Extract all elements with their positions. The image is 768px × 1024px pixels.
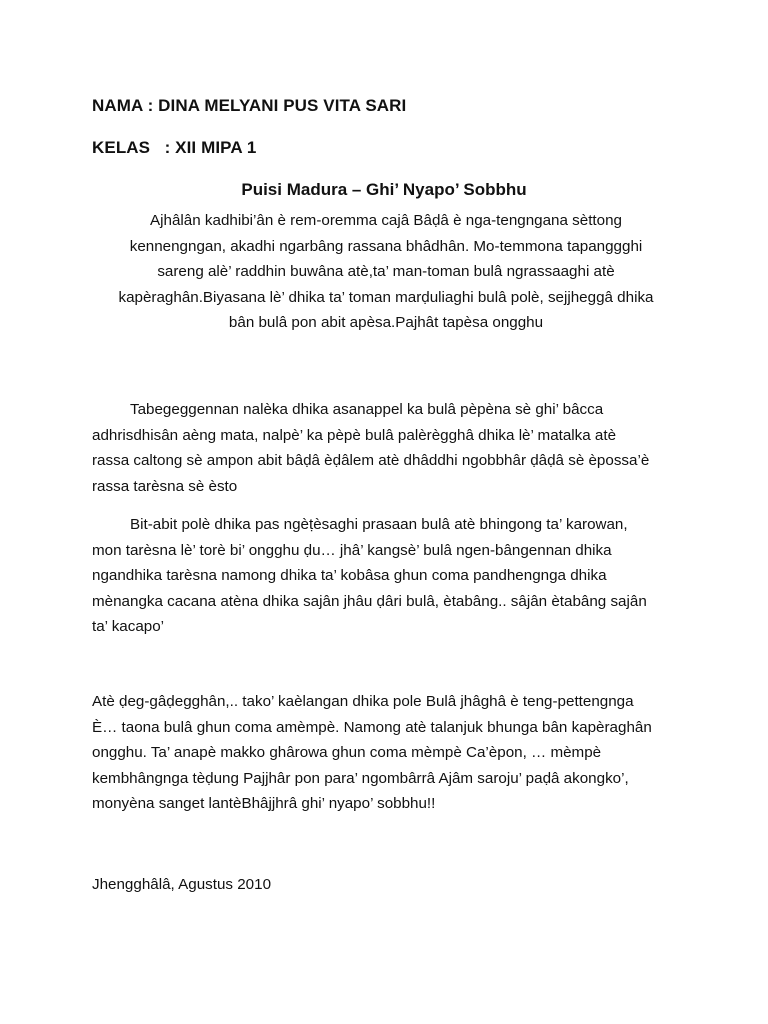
paragraph-line: adhrisdhisân aèng mata, nalpè’ ka pèpè bulâ palèrègghâ dhika lè’ matalka atè [92,426,617,444]
paragraph-line: kembhângnga tèḍung Pajjhâr pon para’ ngombârrâ Ajâm saroju’ paḍâ akongko’, [92,769,629,787]
paragraph-line: mon tarèsna lè’ torè bi’ ongghu ḍu… jhâ’ kangsè’ bulâ ngen-bângennan dhika [92,541,612,559]
paragraph-2 [92,397,680,499]
place-date: Jhengghâlâ, Agustus 2010 [92,876,272,893]
paragraph-4 [92,689,680,817]
paragraph-line: rassa caltong sè ampon abit bâḍâ èḍâlem atè dhâddhi ngobbhâr ḍâḍâ sè èpossa’è [92,452,650,469]
paragraph-line: sareng alè’ raddhin buwâna atè,ta’ man-toman bulâ ngrassaaghi atè [157,263,615,280]
paragraph-line: kapèraghân.Biyasana lè’ dhika ta’ toman marḍuliaghi bulâ polè, sejjheggâ dhika [118,288,654,306]
paragraph-line: rassa tarèsna sè èsto [92,477,238,495]
student-name-line: NAMA : DINA MELYANI PUS VITA SARI [92,96,407,115]
paragraph-line: ongghu. Ta’ anapè makko ghârowa ghun coma mèmpè Ca’èpon, … mèmpè [92,744,602,761]
poem-title: Puisi Madura – Ghi’ Nyapo’ Sobbhu [241,180,527,199]
paragraph-line: Atè ḍeg-gâḍegghân,.. tako’ kaèlangan dhika pole Bulâ jhâghâ è teng-pettengnga [92,693,634,710]
paragraph-line: Tabegeggennan nalèka dhika asanappel ka bulâ pèpèna sè ghi’ bâcca [130,401,604,418]
student-class-line: KELAS : XII MIPA 1 [92,138,257,157]
paragraph-line: Bit-abit polè dhika pas ngèṭèsaghi prasaan bulâ atè bhingong ta’ karowan, [130,516,628,533]
paragraph-line: kennengngan, akadhi ngarbâng rassana bhâdhân. Mo-temmona tapanggghi [129,237,643,255]
paragraph-line: È… taona bulâ ghun coma amèmpè. Namong atè talanjuk bhunga bân kapèraghân [92,718,652,736]
paragraph-line: mènangka cacana atèna dhika sajân jhâu ḍâri bulâ, ètabâng.. sâjân ètabâng sajân [92,592,647,610]
paragraph-line: bân bulâ pon abit apèsa.Pajhât tapèsa ongghu [228,314,544,331]
paragraph-line: ngandhika tarèsna namong dhika ta’ kobâsa ghun coma pandhengnga dhika [92,567,607,584]
paragraph-1 [92,208,680,336]
paragraph-line: monyèna sanget lantèBhâjjhrâ ghi’ nyapo’ sobbhu!! [92,795,436,812]
paragraph-3 [92,512,680,640]
paragraph-line: Ajhâlân kadhibi’ân è rem-oremma cajâ Bâḍâ è nga-tengngana sèttong [150,212,622,229]
paragraph-line: ta’ kacapo’ [92,618,165,635]
